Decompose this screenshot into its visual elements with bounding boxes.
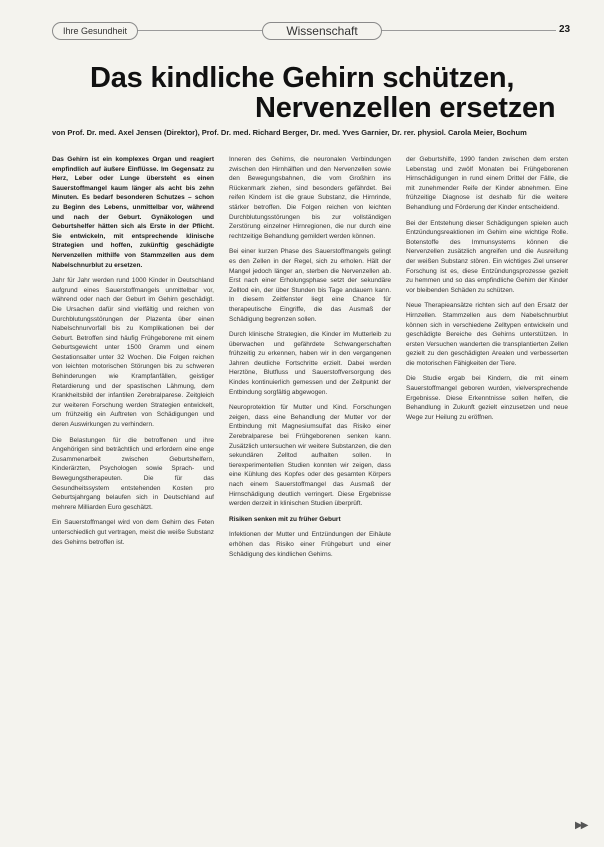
text-column-3 [406, 155, 568, 428]
page-number: 23 [556, 22, 573, 38]
text-column-1 [52, 155, 214, 553]
body-paragraph: Die Belastungen für die betroffenen und ihre Angehörigen sind beträchtlich und erfordern eine enge Zusammenarbeit zwischen Geburtshelfern, Kinderärzten, Psychologen sowie Sprach- und Bewegungstherapeuten. Die für das Gesundheitssystem entstehenden Kosten pro Geburtsjahrgang belaufen sich in Deutschland auf mehrere Milliarden Euro geschätzt. [52, 436, 214, 511]
body-paragraph: Neuroprotektion für Mutter und Kind. Forschungen zeigen, dass eine Behandlung der Mutter vor der Entbindung mit Magnesiumsulfat das Risiko einer Zerebralparese bei Frühgeborenen senken kann. Zusätzlich untersuchen wir weitere Substanzen, die den sekundären Zelltod aufhalten sollen. In tierexperimentellen Studien konnten wir zeigen, dass eine Kühlung des Kopfes oder des gesamten Körpers nach einem Sauerstoffmangel das Ausmaß der Hirnschädigung deutlich verringert. Diese Ergebnisse werden derzeit in klinischen Studien überprüft. [229, 404, 391, 508]
article-lead: Das Gehirn ist ein komplexes Organ und reagiert empfindlich auf äußere Einflüsse. Im Gegensatz zu Herz, Leber oder Lunge übersteht es einen Sauerstoffmangel kaum länger als acht bis zehn Minuten. Es bedarf besonderen Schutzes – schon zu Beginn des Lebens, unmittelbar vor, während und nach der Geburt. Gynäkologen und Geburtshelfer hätten sich als Erste in der Pflicht. Sie entwickeln, mit entsprechende klinische Strategien und hoffen, zukünftig geschädigte Nervenzellen mithilfe von Stammzellen aus dem Nabelschnurblut zu ersetzen. [52, 156, 214, 269]
section-subheading: Risiken senken mit zu früher Geburt [229, 515, 341, 523]
body-paragraph: Bei der Entstehung dieser Schädigungen spielen auch Entzündungsreaktionen im Gehirn eine wichtige Rolle. Botenstoffe des Immunsystems können die Nervenzellen zusätzlich angreifen und die Ausreifung der weißen Substanz stören. Ein wichtiges Ziel unserer Forschung ist es, diese Entzündungsprozesse gezielt zu hemmen und so das empfindliche Gehirn der Kinder vor bleibenden Schäden zu schützen. [406, 219, 568, 294]
body-paragraph: Neue Therapieansätze richten sich auf den Ersatz der Hirnzellen. Stammzellen aus dem Nabelschnurblut können sich in verschiedene Zelltypen entwickeln und geschädigte Bereiche des Gehirns unterstützen. In ersten Versuchen wanderten die transplantierten Zellen gezielt zu den geschädigten Arealen und verbesserten die motorischen Fähigkeiten der Tiere. [406, 302, 568, 367]
magazine-name: Ihre Gesundheit [52, 22, 138, 40]
continue-arrow-icon: ▶▶ [575, 820, 587, 831]
article-title-line-2: Nervenzellen ersetzen [255, 92, 556, 124]
body-paragraph: Die Studie ergab bei Kindern, die mit einem Sauerstoffmangel geboren wurden, vielversprechende Ergebnisse. Diese Erkenntnisse sollen helfen, die Behandlung in Zukunft gezielt einzusetzen und neue Wege zur Heilung zu eröffnen. [406, 375, 568, 421]
body-paragraph: Durch klinische Strategien, die Kinder im Mutterleib zu überwachen und gefährdete Schwangerschaften frühzeitig zu erkennen, haben wir in den vergangenen Jahren deutliche Fortschritte erzielt. Dabei werden Herztöne, Blutfluss und Sauerstoffversorgung des Kindes kontinuierlich gemessen und der Zeitpunkt der Entbindung sorgfältig abgewogen. [229, 331, 391, 396]
body-paragraph: Inneren des Gehirns, die neuronalen Verbindungen zwischen den Hirnhälften und den Nervenzellen sowie den Bewegungsbahnen, die vom Großhirn ins Rückenmark ziehen, sind besonders gefährdet. Bei reifen Kindern ist die graue Substanz, die Hirnrinde, stärker betroffen. Die Folgen reichen von leichten Durchblutungsstörungen bis zur vollständigen Zerstörung einzelner Hirnregionen, die nur durch eine rechtzeitige Behandlung gemildert werden können. [229, 156, 391, 240]
body-paragraph: der Geburtshilfe, 1990 fanden zwischen dem ersten Lebenstag und zwölf Monaten bei Frühgeborenen Hirnschädigungen in rund einem Drittel der Fälle, die mit zunehmender Reife der Kinder abnehmen. Eine frühzeitige Diagnose ist deshalb für die weitere Behandlung und Förderung der Kinder entscheidend. [406, 156, 568, 211]
article-authors: von Prof. Dr. med. Axel Jensen (Direktor), Prof. Dr. med. Richard Berger, Dr. med. Yves Garnier, Dr. rer. physiol. Carola Meier, Bochum [52, 128, 527, 137]
running-header [0, 22, 604, 40]
article-title-line-1: Das kindliche Gehirn schützen, [90, 62, 515, 94]
text-column-2 [229, 155, 391, 565]
section-label: Wissenschaft [262, 22, 382, 40]
body-paragraph: Jahr für Jahr werden rund 1000 Kinder in Deutschland aufgrund eines Sauerstoffmangels unmittelbar vor, während oder nach der Geburt im Gehirn geschädigt. Die Ursachen dafür sind vielfältig und reichen von Durchblutungsstörungen der Plazenta über einen Nabelschnurvorfall bis zu Komplikationen bei der Geburt. Betroffen sind häufig Frühgeborene mit einem Geburtsgewicht unter 1500 Gramm und einem Gestationsalter unter 32 Wochen. Die Folgen reichen von leichten motorischen Störungen bis zu schweren Behinderungen wie Krampfanfällen, geistiger Retardierung und der spastischen Lähmung, dem Krankheitsbild der infantilen Zerebralparese. Zeitgleich zur weiteren Forschung werden Strategien entwickelt, um frühzeitig ein Auftreten von Schädigungen und deren Auswirkungen zu verhindern. [52, 277, 214, 429]
body-paragraph: Infektionen der Mutter und Entzündungen der Eihäute erhöhen das Risiko einer Frühgeburt und einer Schädigung des kindlichen Gehirns. [229, 531, 391, 558]
body-paragraph: Ein Sauerstoffmangel wird von dem Gehirn des Feten unterschiedlich gut vertragen, meist die weiße Substanz des Gehirns betroffen ist. [52, 519, 214, 546]
body-paragraph: Bei einer kurzen Phase des Sauerstoffmangels gelingt es den Zellen in der Regel, sich zu erholen. Hält der Mangel jedoch länger an, sterben die Nervenzellen ab. Erst nach einer Erholungsphase setzt der sekundäre Zelltod ein, der über Stunden bis Tage andauern kann. In diesem Zeitfenster liegt eine Chance für therapeutische Eingriffe, die das Ausmaß der Schädigung begrenzen sollen. [229, 248, 391, 323]
